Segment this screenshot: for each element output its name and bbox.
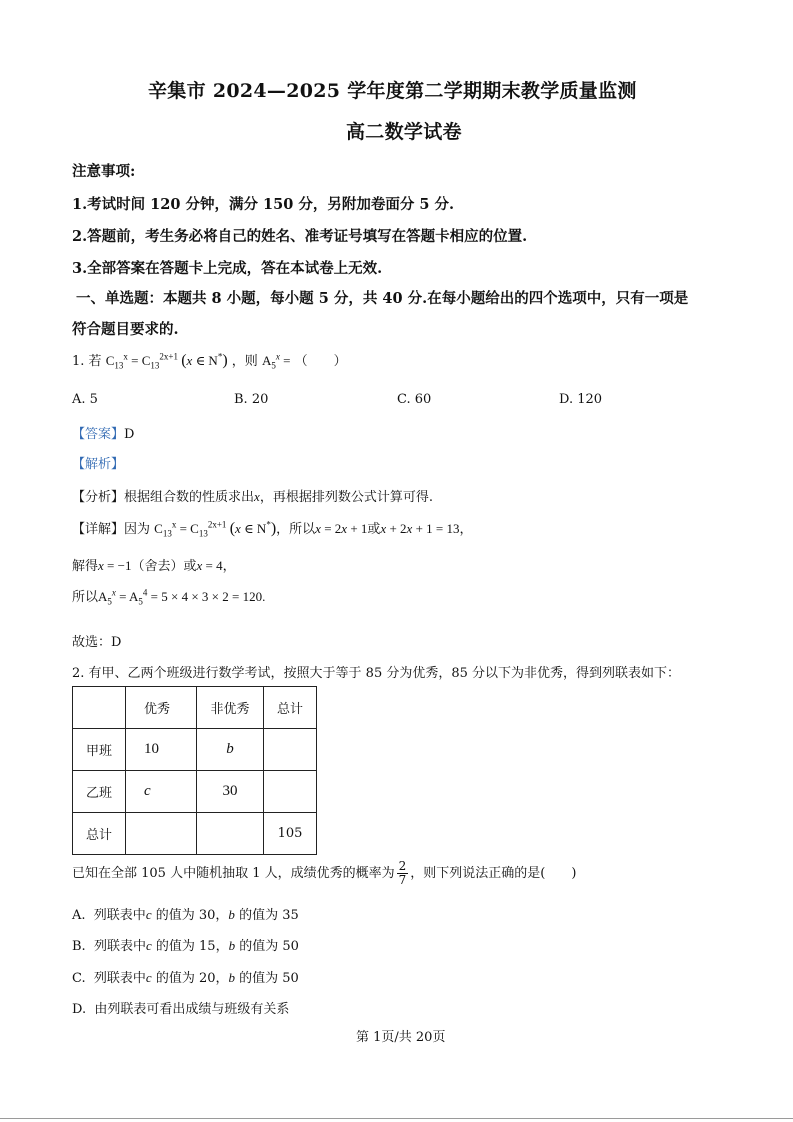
fenxi-text: 根据组合数的性质求出 (124, 490, 255, 505)
q1-target-formula: $A_5^x$ = (261, 351, 291, 371)
option-text: 列联表中 (93, 908, 146, 923)
table-row (73, 771, 317, 813)
q1-solve (72, 555, 236, 574)
q1-mid: ，则 (231, 354, 258, 369)
xiangjie-formula: $C_{13}^x = C_{13}^{2x+1}$ (x ∈ N*) (154, 519, 277, 539)
xiangjie-text: 或 (367, 522, 381, 537)
solve-text: ， (222, 559, 236, 574)
analysis-tag: 【解析】 (72, 457, 125, 472)
option-label: A. (72, 908, 86, 923)
section-heading: 一、单选题：本题共 8 小题，每小题 5 分，共 40 分.在每小题给出的四个选项中，只有一项是 (76, 290, 689, 307)
table-cell: 105 (264, 813, 317, 855)
table-cell (73, 687, 126, 729)
xiangjie-text: 因为 (124, 522, 151, 537)
eq-2: x + 2x + 1 = 13 (380, 521, 460, 536)
table-cell: c (126, 771, 197, 813)
page-number: 第 1页/共 20页 (356, 1030, 446, 1045)
answer-value: D (124, 427, 135, 442)
q2-option-d (72, 998, 289, 1017)
table-header: 非优秀 (197, 687, 264, 729)
option-text: 的值为 50 (239, 939, 299, 954)
table-header: 总计 (264, 687, 317, 729)
fenxi-tag: 【分析】 (72, 490, 125, 505)
option-text: 的值为 15， (155, 939, 229, 954)
page-subtitle: 高二数学试卷 (346, 121, 462, 143)
table-cell (197, 813, 264, 855)
option-text: 列联表中 (93, 971, 146, 986)
q2-option-c (72, 967, 299, 986)
question-2-stem: 2. 有甲、乙两个班级进行数学考试，按照大于等于 85 分为优秀，85 分以下为非优秀，得到列联表如下： (72, 666, 681, 681)
option-label: B. (72, 939, 86, 954)
option-text: 的值为 35 (239, 908, 299, 923)
table-cell: 10 (126, 729, 197, 771)
frac-denominator: 7 (398, 873, 407, 887)
xiangjie-tag: 【详解】 (72, 522, 125, 537)
option-var: b (228, 938, 236, 953)
root-1: x = −1 (98, 558, 132, 573)
option-var: c (145, 938, 152, 953)
option-var: b (228, 907, 235, 922)
notice-item: 3.全部答案在答题卡上完成，答在本试卷上无效. (72, 260, 383, 277)
fenxi-text: ，再根据排列数公式计算可得. (259, 490, 433, 505)
option-text: 列联表中 (93, 939, 146, 954)
table-cell (264, 771, 317, 813)
q1-blank: （ ） (294, 354, 347, 369)
table-cell: 总计 (73, 813, 126, 855)
table-cell: b (197, 729, 264, 771)
option-var: b (228, 970, 236, 985)
table-row (73, 687, 317, 729)
frac-numerator: 2 (398, 859, 407, 873)
q1-result (72, 586, 265, 607)
q1-answer (72, 423, 134, 442)
notice-heading: 注意事项: (72, 163, 136, 180)
solve-text: （舍去）或 (131, 559, 197, 574)
q1-option-b: B. 20 (234, 392, 269, 407)
option-var: c (145, 907, 152, 922)
q1-fenxi (72, 486, 433, 505)
contingency-table (72, 686, 317, 855)
given-text: 已知在全部 105 人中随机抽取 1 人，成绩优秀的概率为 (72, 866, 395, 881)
option-text: 由列联表可看出成绩与班级有关系 (94, 1002, 290, 1017)
q1-option-a: A. 5 (72, 392, 98, 407)
q1-condition-formula: $C_{13}^x = C_{13}^{2x+1}$ (x ∈ N*) (105, 351, 228, 371)
result-text: 所以 (72, 590, 99, 605)
answer-tag: 【答案】 (72, 427, 125, 442)
q1-prefix: 1. 若 (72, 354, 102, 369)
section-heading-cont: 符合题目要求的. (72, 321, 179, 338)
eq-1: x = 2x + 1 (315, 521, 368, 536)
q2-option-b (72, 935, 299, 954)
table-cell: 30 (197, 771, 264, 813)
table-cell (126, 813, 197, 855)
option-var: c (145, 970, 152, 985)
root-2: x = 4 (196, 558, 223, 573)
notice-item: 1.考试时间 120 分钟，满分 150 分，另附加卷面分 5 分. (72, 196, 455, 213)
q1-choice: 故选：D (72, 635, 122, 650)
xiangjie-text: ，所以 (276, 522, 316, 537)
table-cell: 乙班 (73, 771, 126, 813)
notice-item: 2.答题前，考生务必将自己的姓名、准考证号填写在答题卡相应的位置. (72, 228, 528, 245)
var-x: x (254, 489, 260, 504)
option-text: 的值为 20， (155, 971, 229, 986)
q2-option-a (72, 904, 299, 923)
footer-divider (0, 1118, 793, 1119)
result-formula: $A_5^x = A_5^4 = 5 \times 4 \times 3 \times 2 = 120$. (98, 587, 266, 607)
q1-option-c: C. 60 (397, 392, 432, 407)
q2-given (72, 860, 576, 887)
option-text: 的值为 30， (155, 908, 229, 923)
table-row (73, 813, 317, 855)
page-title: 辛集市 2024—2025 学年度第二学期期末教学质量监测 (148, 80, 637, 102)
option-label: D. (72, 1002, 87, 1017)
question-1-stem (72, 350, 347, 371)
option-text: 的值为 50 (239, 971, 299, 986)
table-header: 优秀 (126, 687, 197, 729)
q1-xiangjie: 【详解】因为 $C_{13}^x = C_{13}^{2x+1}$ (x ∈ N*)，所以x = 2x + 1或x + 2x + 1 = 13， (72, 519, 473, 539)
probability-fraction (397, 860, 409, 887)
given-text: ，则下列说法正确的是( ) (410, 866, 577, 881)
solve-text: 解得 (72, 559, 99, 574)
q1-option-d: D. 120 (559, 392, 603, 407)
option-label: C. (72, 971, 86, 986)
table-cell: 甲班 (73, 729, 126, 771)
table-row (73, 729, 317, 771)
table-cell (264, 729, 317, 771)
